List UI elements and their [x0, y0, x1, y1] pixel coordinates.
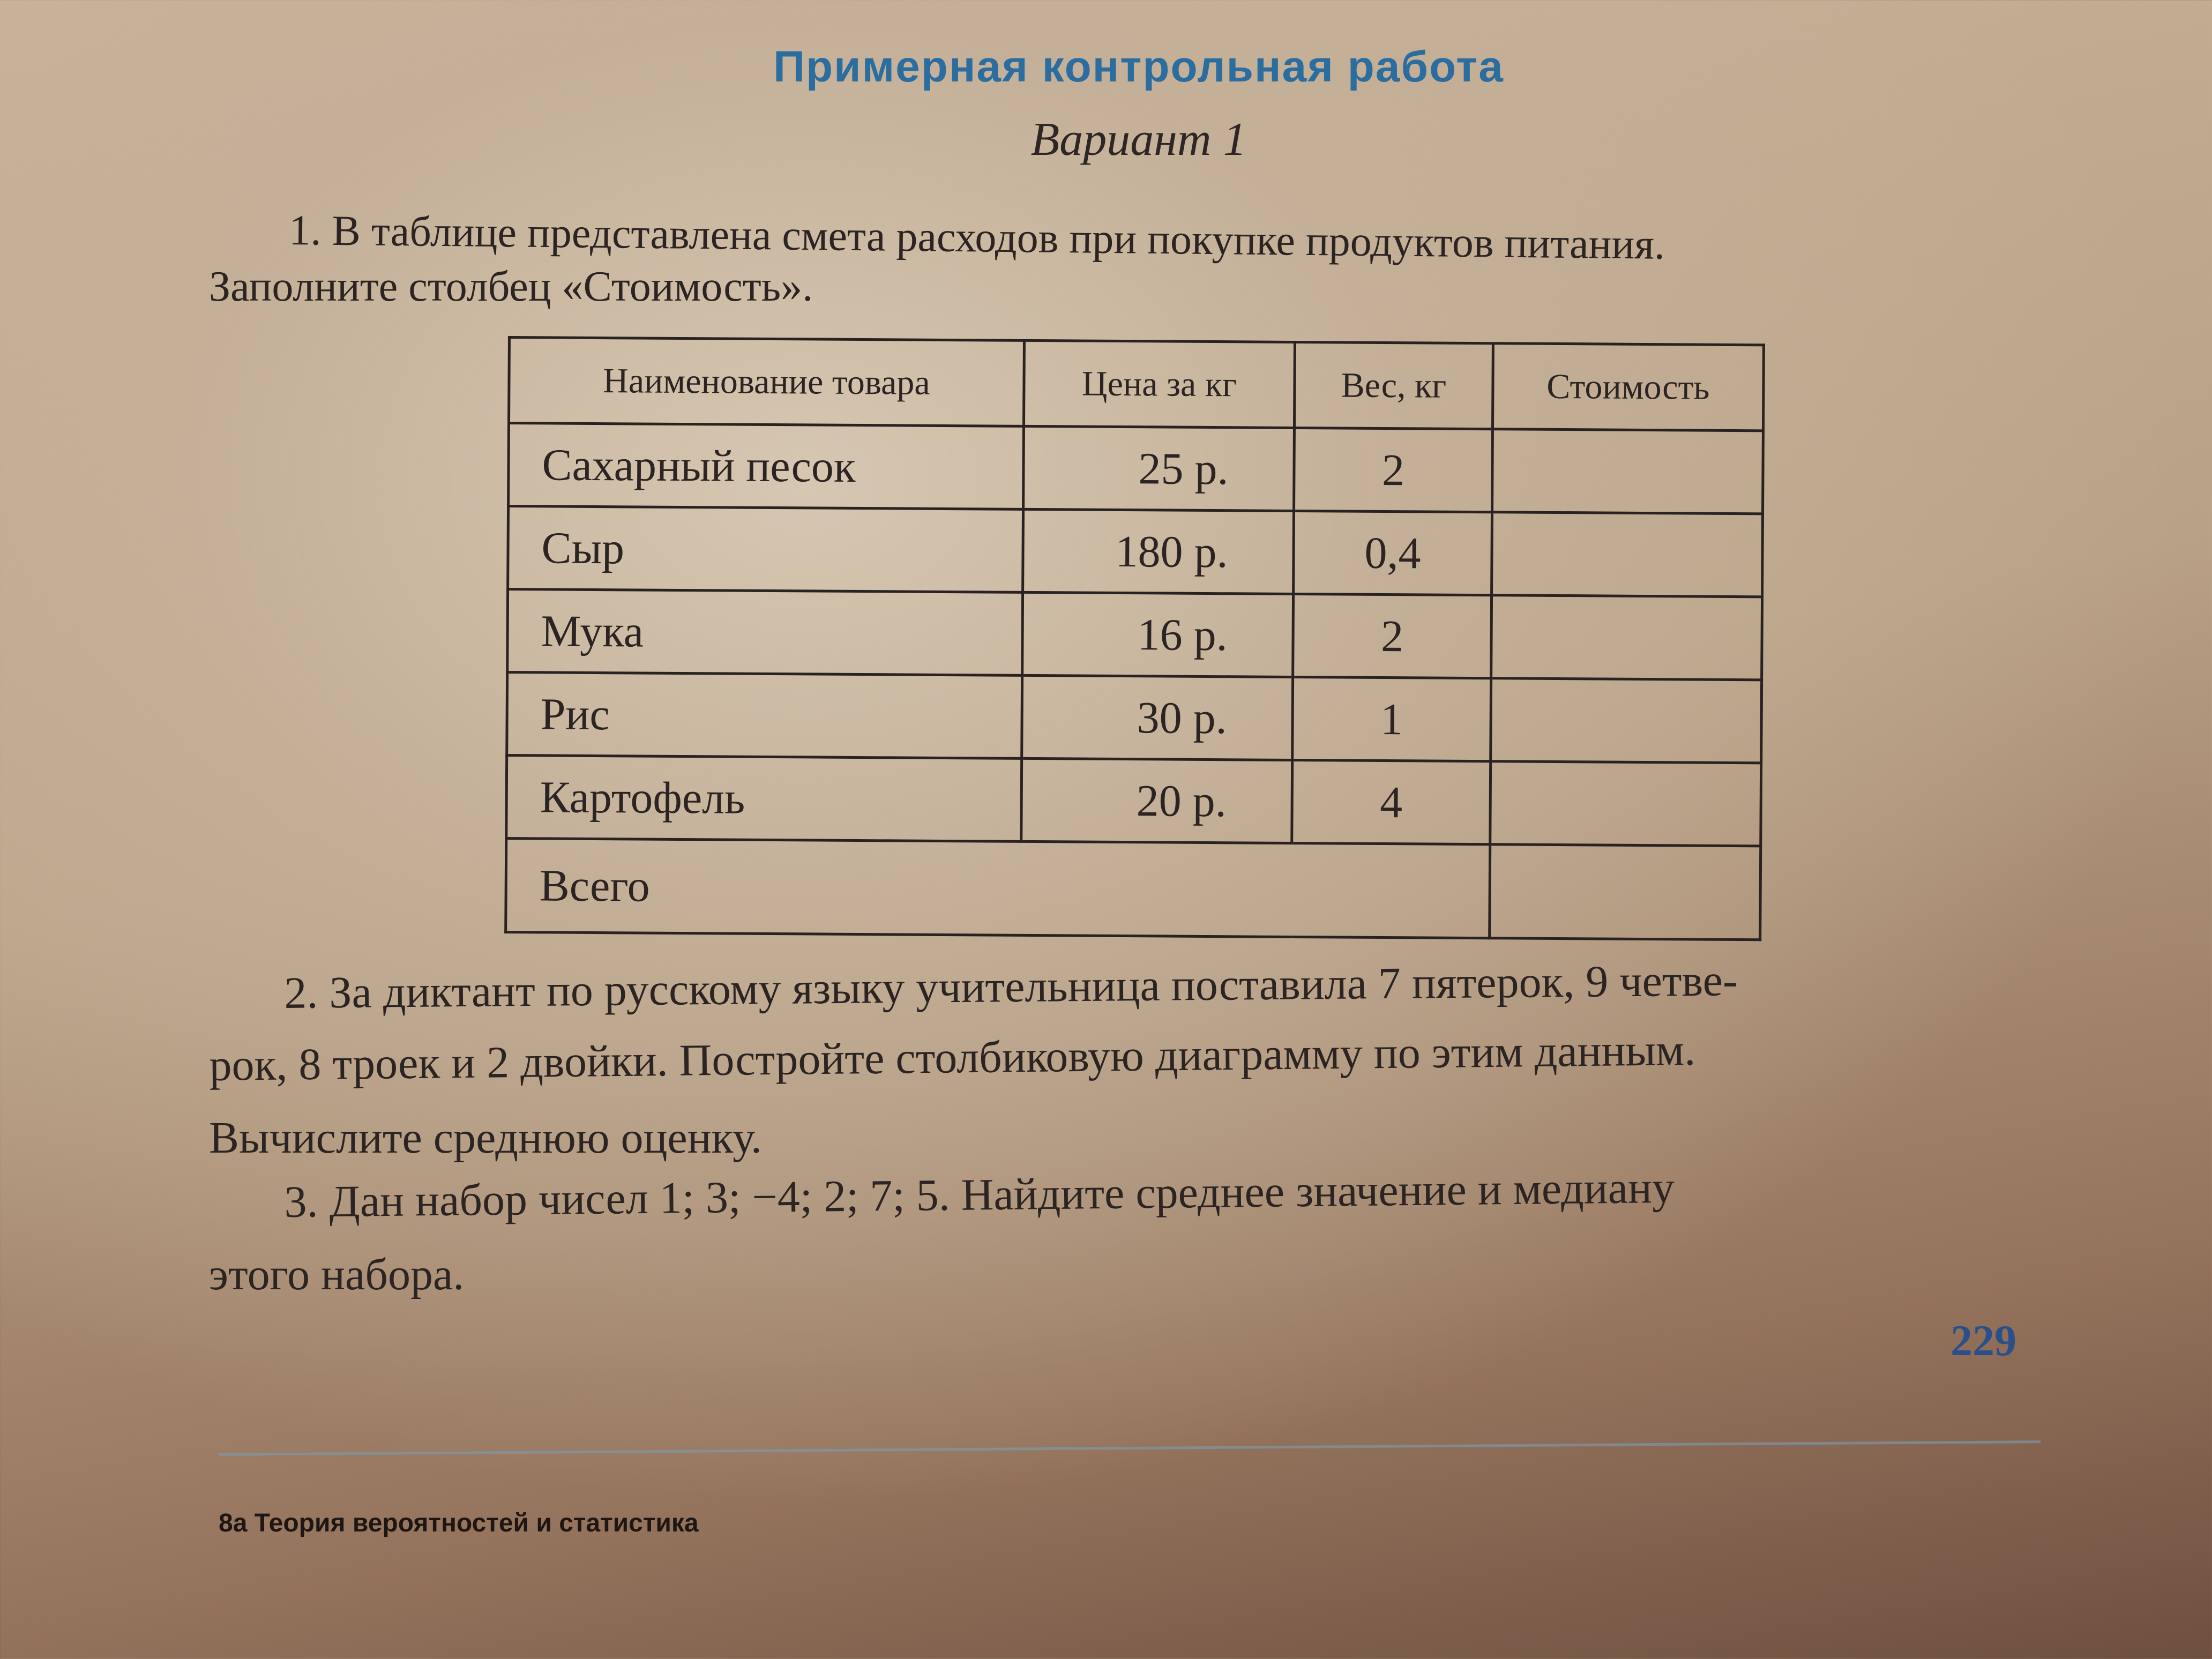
column-header-weight: Вес, кг — [1294, 342, 1493, 429]
expense-table — [504, 336, 1765, 941]
product-weight: 1 — [1292, 677, 1491, 761]
product-name: Картофель — [506, 756, 1022, 842]
task2-line1: 2. За диктант по русскому языку учительница поставила 7 пятерок, 9 четве- — [284, 955, 1738, 1018]
product-name: Сыр — [508, 506, 1023, 593]
column-header-name: Наименование товара — [509, 338, 1025, 427]
product-weight: 2 — [1293, 594, 1492, 678]
task1-line1: 1. В таблице представлена смета расходов при покупке продуктов питания. — [289, 206, 1665, 268]
product-name: Мука — [507, 589, 1023, 676]
product-price: 25 р. — [1023, 426, 1295, 511]
task2-line2: рок, 8 троек и 2 двойки. Постройте столбиковую диаграмму по этим данным. — [209, 1025, 1696, 1090]
column-header-cost: Стоимость — [1492, 343, 1763, 431]
product-cost — [1490, 761, 1761, 846]
page-title: Примерная контрольная работа — [773, 42, 1504, 91]
table-row — [509, 423, 1763, 514]
product-name: Рис — [507, 672, 1022, 759]
total-value — [1490, 845, 1761, 940]
table-row — [508, 506, 1763, 597]
task3-line2: этого набора. — [209, 1250, 465, 1299]
table-row — [507, 672, 1762, 763]
product-cost — [1492, 429, 1763, 514]
task2-line3: Вычислите среднюю оценку. — [209, 1113, 762, 1163]
table-row — [506, 756, 1761, 846]
product-cost — [1492, 512, 1763, 597]
footer-divider — [219, 1440, 2041, 1456]
variant-heading: Вариант 1 — [1030, 114, 1247, 166]
page-number: 229 — [1951, 1316, 2016, 1365]
product-cost — [1491, 678, 1762, 763]
product-cost — [1491, 595, 1762, 680]
product-price: 20 р. — [1021, 758, 1292, 843]
footer-section-title: 8а Теория вероятностей и статистика — [219, 1509, 699, 1537]
product-price: 16 р. — [1022, 592, 1294, 677]
product-price: 180 р. — [1023, 509, 1294, 594]
table-total-row — [506, 838, 1761, 939]
table-row — [507, 589, 1762, 680]
product-weight: 0,4 — [1294, 511, 1492, 595]
column-header-price: Цена за кг — [1023, 340, 1295, 428]
product-price: 30 р. — [1022, 675, 1293, 760]
product-weight: 2 — [1294, 428, 1493, 512]
product-weight: 4 — [1292, 760, 1491, 844]
task3-line1: 3. Дан набор чисел 1; 3; −4; 2; 7; 5. Найдите среднее значение и медиану — [284, 1162, 1675, 1227]
table-header-row — [509, 338, 1764, 431]
task1-line2: Заполните столбец «Стоимость». — [209, 263, 813, 310]
product-name: Сахарный песок — [509, 423, 1024, 510]
total-label: Всего — [506, 838, 1490, 938]
